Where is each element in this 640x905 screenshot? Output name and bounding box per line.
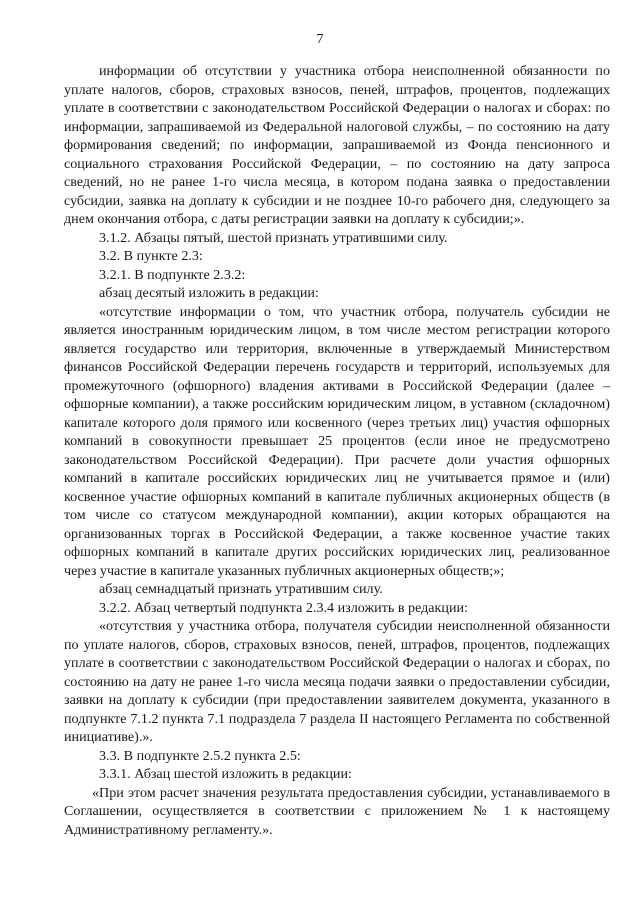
paragraph-quote-calculation: «При этом расчет значения результата предоставления субсидии, устанавливаемого в Соглашении, осуществляется в соответствии с приложением № 1 к настоящему Административному регламенту.». (64, 784, 610, 838)
paragraph-3-3-1: 3.3.1. Абзац шестой изложить в редакции: (99, 766, 352, 782)
paragraph-abzac-10: абзац десятый изложить в редакции: (99, 285, 319, 301)
paragraph-abzac-17: абзац семнадцатый признать утратившим силу. (99, 581, 383, 597)
paragraph-3-2: 3.2. В пункте 2.3: (99, 248, 203, 264)
paragraph-3-2-1: 3.2.1. В подпункте 2.3.2: (99, 266, 246, 283)
paragraph-quote-obligations: «отсутствия у участника отбора, получателя субсидии неисполненной обязанности по уплате налогов, сборов, страховых взносов, пеней, штрафов, процентов, подлежащих уплате в соответствии с законодательством Российской Федерации о налогах и сборах, по состоянию на дату не ранее 1-го числа месяца подачи заявки о предоставлении субсидии, заявки на доплату к субсидии (при предоставлении заявителем документа, указанного в подпункте 7.1.2 пункта 7.1 подраздела 7 раздела II настоящего Регламента по собственной инициативе).». (64, 618, 610, 745)
paragraph-3-1-2: 3.1.2. Абзацы пятый, шестой признать утратившими силу. (99, 229, 448, 246)
paragraph-3-2-2: 3.2.2. Абзац четвертый подпункта 2.3.4 изложить в редакции: (99, 599, 468, 616)
paragraph-3-3: 3.3. В подпункте 2.5.2 пункта 2.5: (99, 747, 301, 764)
paragraph-continuation: информации об отсутствии у участника отбора неисполненной обязанности по уплате налогов, сборов, страховых взносов, пеней, штрафов, процентов, подлежащих уплате в соответствии с законодательством Российской Федерации о налогах и сборах: по информации, запрашиваемой из Федеральной налоговой службы, – по состоянию на дату формирования сведений; по информации, запрашиваемой из Фонда пенсионного и социального страхования Российской Федерации, – по состоянию на дату запроса сведений, но не ранее 1-го числа месяца, в котором подана заявка о предоставлении субсидии, заявка на доплату к субсидии и не позднее 10-го рабочего дня, следующего за днем окончания отбора, с даты регистрации заявки на доплату к субсидии;». (64, 63, 610, 227)
page-number: 7 (316, 32, 324, 47)
paragraph-quote-offshore: «отсутствие информации о том, что участник отбора, получатель субсидии не является иностранным юридическим лицом, в том числе местом регистрации которого является государство или территория, включенные в утверждаемый Министерством финансов Российской Федерации перечень государств и территорий, используемых для промежуточного (офшорного) владения активами в Российской Федерации (далее – офшорные компании), а также российским юридическим лицом, в уставном (складочном) капитале которого доля прямого или косвенного (через третьих лиц) участия офшорных компаний в совокупности превышает 25 процентов (если иное не предусмотрено законодательством Российской Федерации). При расчете доли участия офшорных компаний в капитале российских юридических лиц не учитывается прямое и (или) косвенное участие офшорных компаний в капитале публичных акционерных обществ (в том числе со статусом международной компании), акции которых обращаются на организованных торгах в Российской Федерации, а также косвенное участие таких офшорных компаний в капитале других российских юридических лиц, реализованное через участие в капитале указанных публичных акционерных обществ;»; (64, 303, 610, 579)
document-body (64, 62, 610, 839)
